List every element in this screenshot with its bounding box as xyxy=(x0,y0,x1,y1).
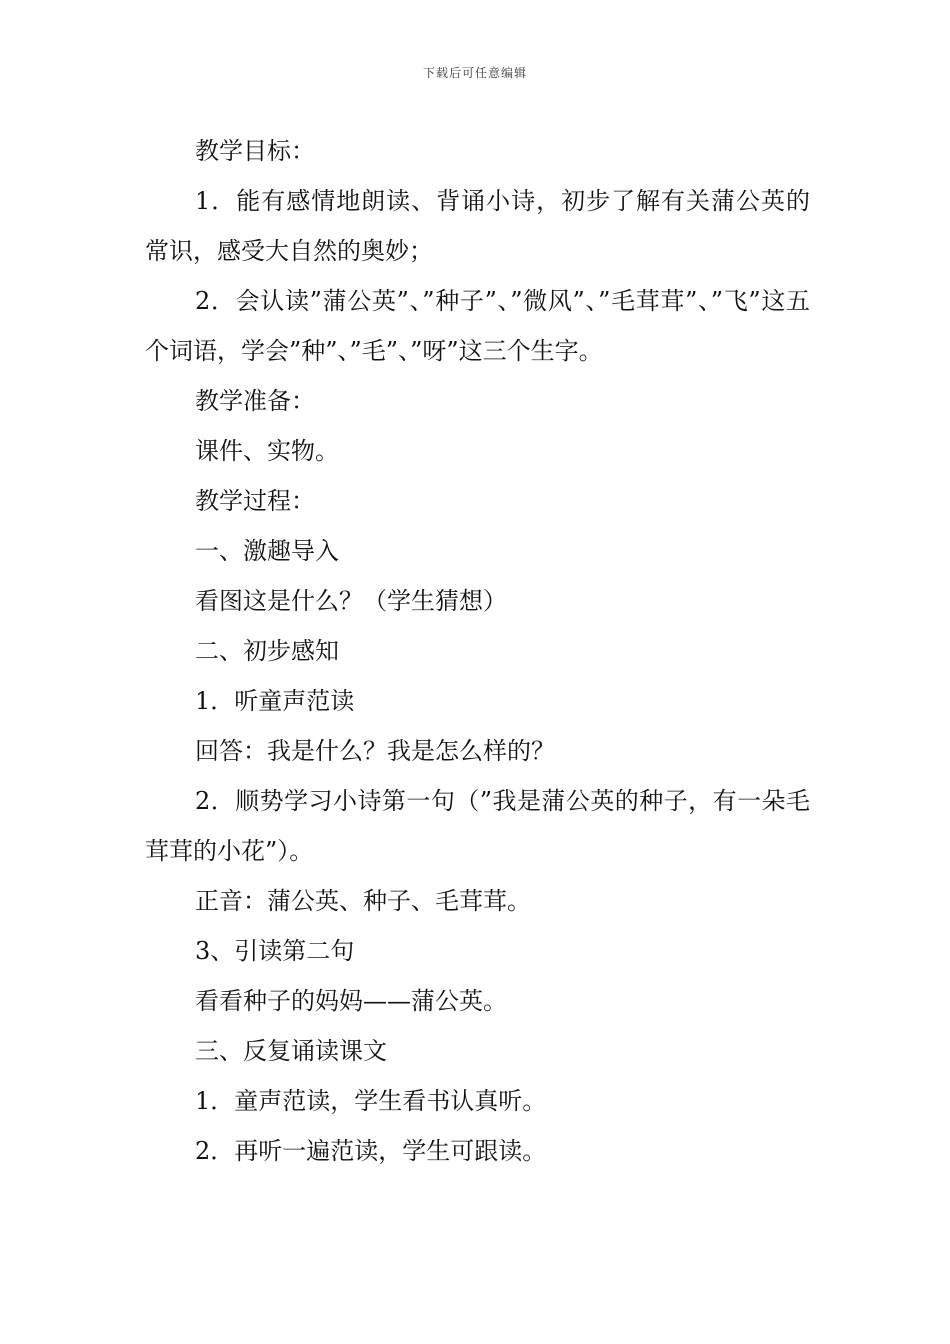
document-body xyxy=(145,126,810,1176)
goal-item-2: 2．会认读”蒲公英”、”种子”、”微风”、”毛茸茸”、”飞”这五个词语，学会”种”、”毛”、”呀”这三个生字。 xyxy=(145,287,810,365)
section-3-title: 三、反复诵读课文 xyxy=(195,1037,387,1065)
prep-materials: 课件、实物。 xyxy=(195,437,339,465)
section-2-step-3: 3、引读第二句 xyxy=(195,937,355,965)
section-2-title: 二、初步感知 xyxy=(195,637,339,665)
heading-teaching-goals: 教学目标： xyxy=(195,137,315,165)
section-3-step-1: 1．童声范读，学生看书认真听。 xyxy=(195,1087,547,1115)
goal-item-1: 1．能有感情地朗读、背诵小诗，初步了解有关蒲公英的常识，感受大自然的奥妙； xyxy=(145,187,810,265)
section-1-text: 看图这是什么？（学生猜想） xyxy=(195,587,507,615)
page-header-note: 下载后可任意编辑 xyxy=(422,66,527,80)
section-2-pronunciation: 正音：蒲公英、种子、毛茸茸。 xyxy=(195,887,531,915)
section-1-title: 一、激趣导入 xyxy=(195,537,339,565)
heading-teaching-prep: 教学准备： xyxy=(195,387,315,415)
section-3-step-2: 2．再听一遍范读，学生可跟读。 xyxy=(195,1137,547,1165)
section-2-step-1: 1．听童声范读 xyxy=(195,687,355,715)
section-2-step-3-text: 看看种子的妈妈——蒲公英。 xyxy=(195,987,507,1015)
heading-teaching-process: 教学过程： xyxy=(195,487,315,515)
section-2-question: 回答：我是什么？我是怎么样的？ xyxy=(195,737,555,765)
section-2-step-2: 2．顺势学习小诗第一句（”我是蒲公英的种子，有一朵毛茸茸的小花”）。 xyxy=(145,787,810,865)
